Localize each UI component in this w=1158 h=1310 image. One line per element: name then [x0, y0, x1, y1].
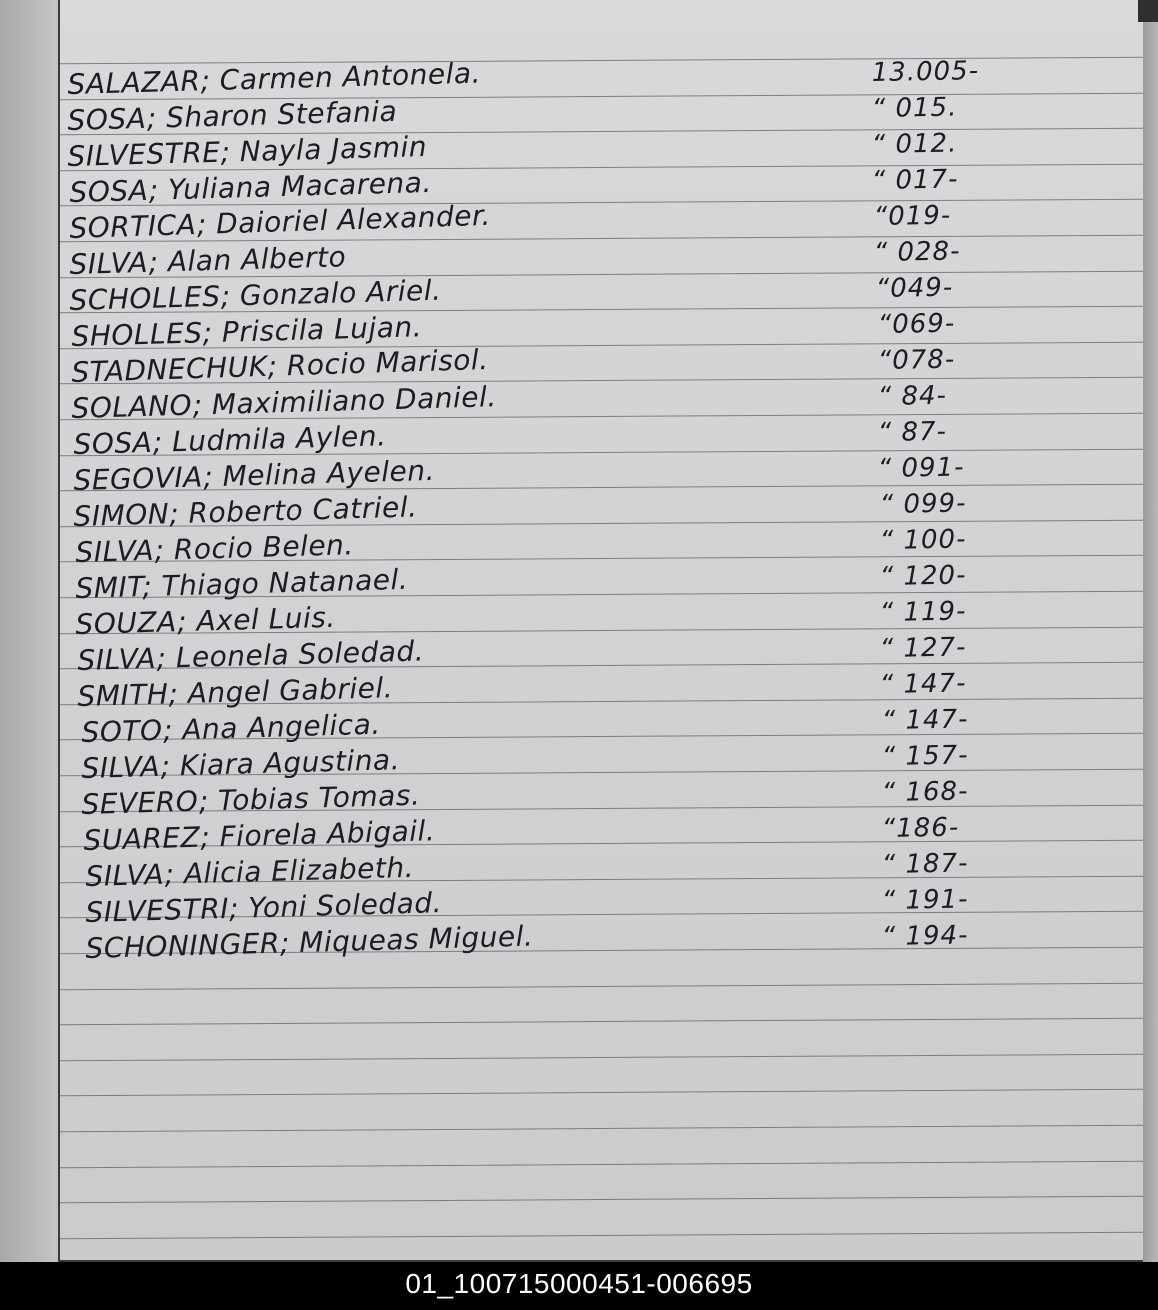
image-caption: 01_100715000451-006695 — [405, 1268, 753, 1299]
entry-name: SILVESTRI; Yoni Soledad. — [85, 886, 443, 929]
ruled-line — [60, 1018, 1143, 1026]
entry-name: SCHONINGER; Miqueas Miguel. — [85, 919, 534, 965]
entry-number: “ 119- — [879, 596, 967, 628]
entry-number: “ 091- — [877, 452, 965, 484]
entry-number: “ 87- — [877, 416, 948, 448]
entry-number: “ 168- — [881, 776, 969, 808]
entry-number: “ 015. — [871, 92, 958, 124]
entry-name: SORTICA; Daioriel Alexander. — [68, 198, 492, 245]
page-binding-shadow — [0, 0, 60, 1262]
entry-name: SCHOLLES; Gonzalo Ariel. — [69, 273, 442, 317]
entry-number: “ 017- — [871, 164, 959, 196]
entry-name: SIMON; Roberto Catriel. — [73, 490, 418, 533]
entry-name: SMIT; Thiago Natanael. — [75, 562, 409, 605]
entry-number: “078- — [877, 344, 956, 376]
ruled-line — [60, 982, 1143, 990]
entry-number: “ 157- — [881, 740, 969, 772]
entry-name: SILVESTRE; Nayla Jasmin — [67, 129, 428, 173]
entry-number: “186- — [881, 812, 960, 844]
entry-number: “ 127- — [879, 632, 967, 664]
entry-number: “ 191- — [881, 884, 969, 916]
ruled-line — [60, 1089, 1143, 1097]
entry-number: 13.005- — [871, 56, 980, 88]
entry-name: SOSA; Ludmila Aylen. — [73, 419, 387, 461]
entry-name: SALAZAR; Carmen Antonela. — [67, 56, 482, 101]
entry-number: “ 100- — [879, 524, 967, 556]
entry-name: SOSA; Yuliana Macarena. — [69, 165, 433, 209]
ruled-line — [60, 1125, 1143, 1133]
entry-number: “ 120- — [879, 560, 967, 592]
entry-number: “ 012. — [871, 128, 958, 160]
entry-name: SUAREZ; Fiorela Abigail. — [83, 814, 436, 857]
entry-name: SOSA; Sharon Stefania — [67, 94, 398, 137]
entry-number: “ 099- — [879, 488, 967, 520]
entry-number: “ 84- — [877, 380, 948, 412]
ruled-line — [60, 1196, 1143, 1204]
entry-name: SILVA; Alan Alberto — [69, 240, 347, 281]
entry-number: “ 187- — [881, 848, 969, 880]
entry-number: “ 028- — [873, 236, 961, 268]
entry-number: “069- — [877, 308, 956, 340]
entry-number: “ 147- — [881, 704, 969, 736]
notebook-page — [58, 0, 1143, 1262]
page-corner — [1138, 0, 1158, 22]
entry-number: “ 147- — [879, 668, 967, 700]
caption-bar — [0, 1262, 1158, 1310]
entry-name: SHOLLES; Priscila Lujan. — [71, 310, 423, 353]
entry-number: “019- — [873, 200, 952, 232]
entry-name: SEGOVIA; Melina Ayelen. — [73, 453, 436, 497]
entry-name: SOUZA; Axel Luis. — [75, 600, 337, 641]
entry-name: SEVERO; Tobias Tomas. — [81, 778, 421, 821]
entry-name: SILVA; Rocio Belen. — [75, 528, 355, 569]
ruled-line — [60, 1231, 1143, 1239]
ruled-line — [60, 1160, 1143, 1168]
entry-name: SOTO; Ana Angelica. — [81, 707, 382, 749]
entry-name: SILVA; Leonela Soledad. — [77, 634, 425, 677]
entry-name: SOLANO; Maximiliano Daniel. — [71, 380, 498, 425]
entry-number: “049- — [875, 272, 954, 304]
entry-name: SILVA; Kiara Agustina. — [81, 743, 401, 785]
page-right-edge — [1143, 0, 1158, 1262]
entry-number: “ 194- — [881, 920, 969, 952]
entry-name: SILVA; Alicia Elizabeth. — [85, 850, 415, 893]
entry-name: SMITH; Angel Gabriel. — [77, 671, 394, 713]
entry-name: STADNECHUK; Rocio Marisol. — [70, 342, 490, 389]
ruled-line — [60, 1053, 1143, 1061]
